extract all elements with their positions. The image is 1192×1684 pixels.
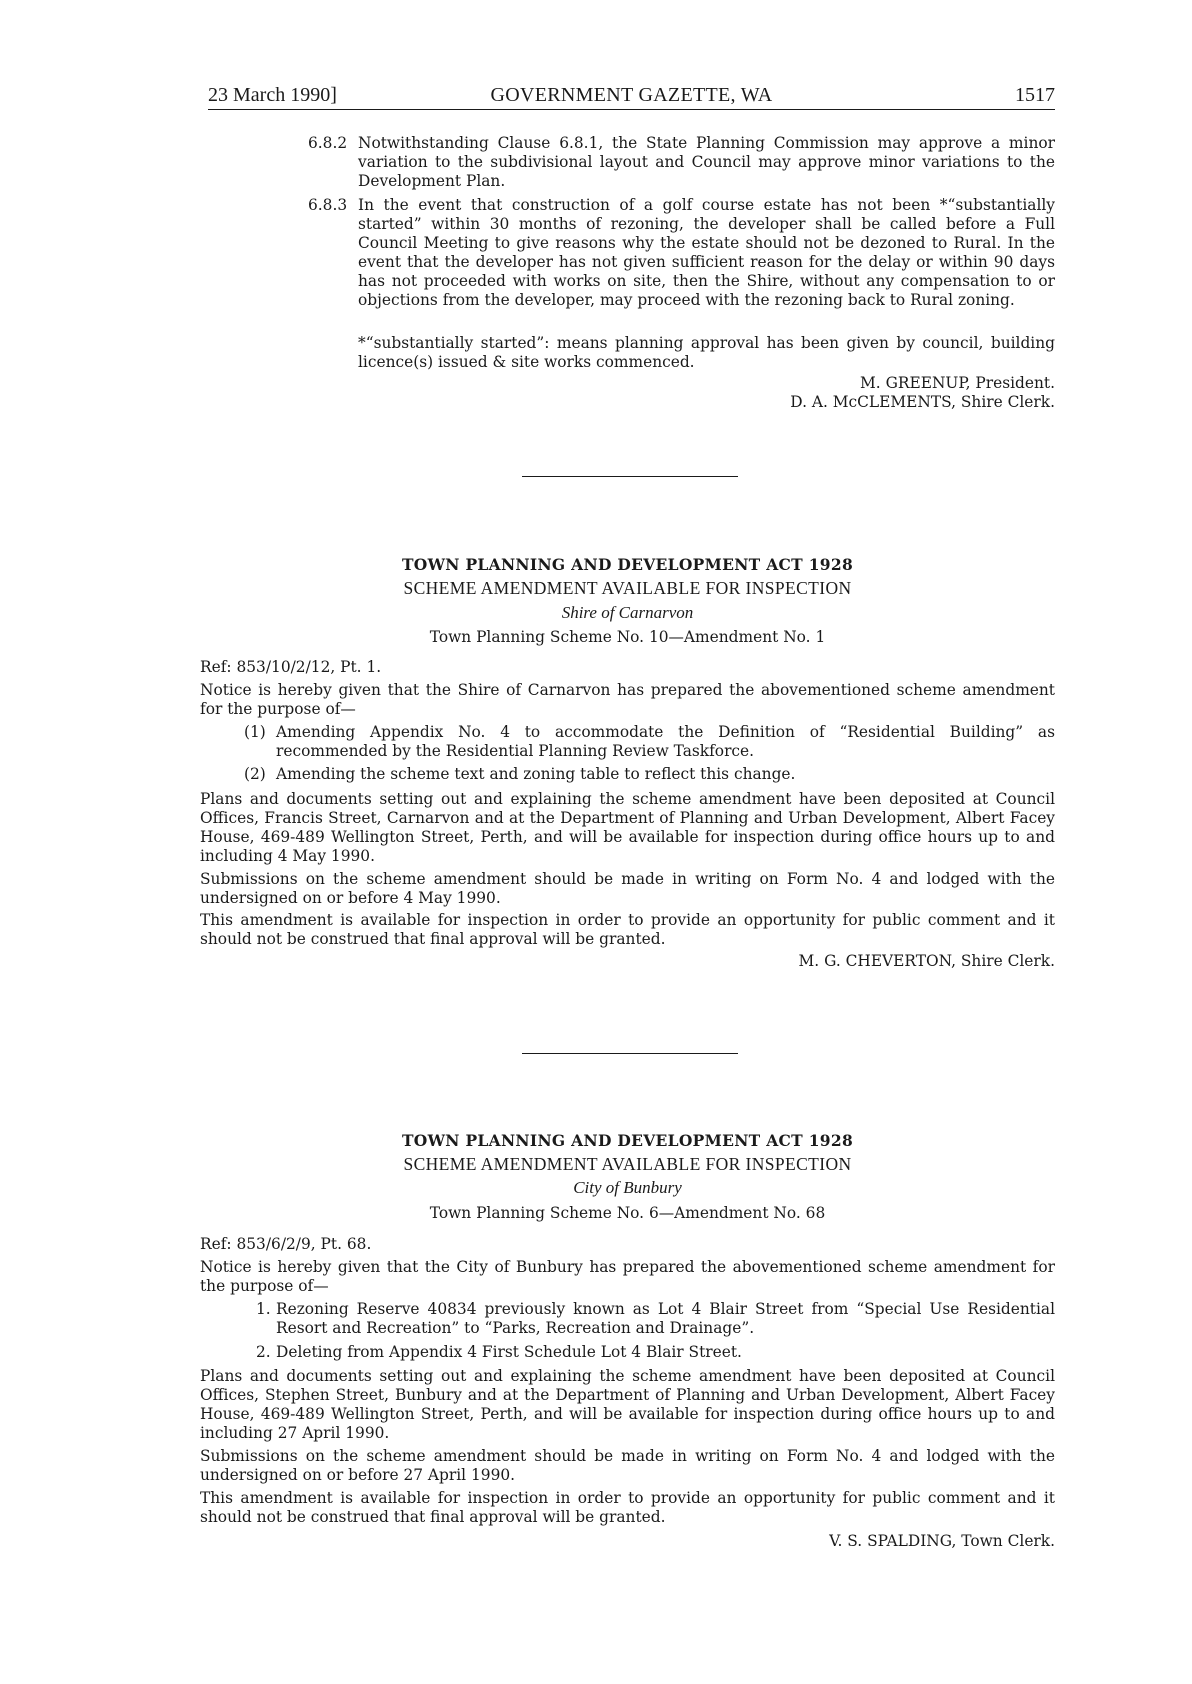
notice-1-act-title: TOWN PLANNING AND DEVELOPMENT ACT 1928 bbox=[401, 555, 854, 574]
item-text: Amending the scheme text and zoning table to reflect this change. bbox=[276, 765, 796, 783]
item-text: Amending Appendix No. 4 to accommodate the Definition of “Residential Building” as recommended by the Residential Planning Review Taskforce. bbox=[276, 723, 1055, 760]
item-text: Deleting from Appendix 4 First Schedule Lot 4 Blair Street. bbox=[276, 1343, 742, 1361]
header-rule bbox=[208, 109, 1055, 110]
notice-1-item bbox=[244, 723, 1055, 761]
signature-shire-clerk: D. A. McCLEMENTS, Shire Clerk. bbox=[790, 393, 1055, 411]
footnote: *“substantially started”: means planning approval has been given by council, building licence(s) issued & site works commenced. bbox=[358, 334, 1055, 371]
signature-president: M. GREENUP, President. bbox=[860, 374, 1055, 392]
notice-1-plans: Plans and documents setting out and explaining the scheme amendment have been deposited at Council Offices, Francis Street, Carnarvon and at the Department of Planning and Urban Development, Albert Facey House, 469-489 Wellington Street, Perth, and will be available for inspection during office hours up to and including 4 May 1990. bbox=[200, 790, 1055, 865]
page-number: 1517 bbox=[1015, 84, 1055, 106]
section-divider bbox=[522, 476, 738, 477]
notice-1-scheme: Town Planning Scheme No. 10—Amendment No. 1 bbox=[429, 628, 826, 646]
notice-2-authority: City of Bunbury bbox=[573, 1178, 682, 1197]
item-number: 1. bbox=[256, 1300, 271, 1318]
notice-2-act-title: TOWN PLANNING AND DEVELOPMENT ACT 1928 bbox=[401, 1131, 854, 1150]
notice-1-submissions: Submissions on the scheme amendment should be made in writing on Form No. 4 and lodged with the undersigned on or before 4 May 1990. bbox=[200, 870, 1055, 907]
item-text: Rezoning Reserve 40834 previously known as Lot 4 Blair Street from “Special Use Residential Resort and Recreation” to “Parks, Recreation and Drainage”. bbox=[276, 1300, 1055, 1337]
notice-2-plans: Plans and documents setting out and explaining the scheme amendment have been deposited at Council Offices, Stephen Street, Bunbury and at the Department of Planning and Urban Development, Albert Facey House, 469-489 Wellington Street, Perth, and will be available for inspection during office hours up to and including 27 April 1990. bbox=[200, 1367, 1055, 1442]
notice-1-item bbox=[244, 765, 1055, 784]
notice-2-signature: V. S. SPALDING, Town Clerk. bbox=[829, 1532, 1055, 1550]
section-divider bbox=[522, 1053, 738, 1054]
notice-1-authority: Shire of Carnarvon bbox=[561, 603, 694, 622]
notice-2-item bbox=[256, 1343, 1055, 1362]
notice-1-signature: M. G. CHEVERTON, Shire Clerk. bbox=[798, 952, 1055, 970]
notice-1-availability: This amendment is available for inspection in order to provide an opportunity for public comment and it should not be construed that final approval will be granted. bbox=[200, 911, 1055, 948]
notice-2-subtitle: SCHEME AMENDMENT AVAILABLE FOR INSPECTION bbox=[403, 1154, 852, 1174]
clause-6-8-2 bbox=[308, 134, 1055, 191]
clause-text: In the event that construction of a golf course estate has not been *“substantially started” within 30 months of rezoning, the developer shall be called before a Full Council Meeting to give reasons why the estate should not be dezoned to Rural. In the event that the developer has not given sufficient reason for the delay or within 90 days has not proceeded with works on site, then the Shire, without any compensation to or objections from the developer, may proceed with the rezoning back to Rural zoning. bbox=[358, 196, 1055, 309]
notice-1-intro: Notice is hereby given that the Shire of Carnarvon has prepared the abovementioned scheme amendment for the purpose of— bbox=[200, 681, 1055, 718]
notice-1-ref: Ref: 853/10/2/12, Pt. 1. bbox=[200, 658, 382, 676]
clause-number: 6.8.2 bbox=[308, 134, 348, 152]
item-number: (1) bbox=[244, 723, 266, 741]
notice-2-availability: This amendment is available for inspection in order to provide an opportunity for public comment and it should not be construed that final approval will be granted. bbox=[200, 1489, 1055, 1526]
notice-1-subtitle: SCHEME AMENDMENT AVAILABLE FOR INSPECTION bbox=[403, 578, 852, 598]
notice-2-submissions: Submissions on the scheme amendment should be made in writing on Form No. 4 and lodged with the undersigned on or before 27 April 1990. bbox=[200, 1447, 1055, 1484]
item-number: (2) bbox=[244, 765, 266, 783]
clause-number: 6.8.3 bbox=[308, 196, 348, 214]
clause-6-8-3 bbox=[308, 196, 1055, 310]
clause-text: Notwithstanding Clause 6.8.1, the State Planning Commission may approve a minor variation to the subdivisional layout and Council may approve minor variations to the Development Plan. bbox=[358, 134, 1055, 190]
notice-2-scheme: Town Planning Scheme No. 6—Amendment No. 68 bbox=[429, 1204, 826, 1222]
header-date: 23 March 1990] bbox=[208, 84, 337, 106]
notice-2-item bbox=[256, 1300, 1055, 1338]
item-number: 2. bbox=[256, 1343, 271, 1361]
notice-2-ref: Ref: 853/6/2/9, Pt. 68. bbox=[200, 1235, 372, 1253]
header-title: GOVERNMENT GAZETTE, WA bbox=[490, 84, 773, 106]
notice-2-intro: Notice is hereby given that the City of Bunbury has prepared the abovementioned scheme amendment for the purpose of— bbox=[200, 1258, 1055, 1295]
